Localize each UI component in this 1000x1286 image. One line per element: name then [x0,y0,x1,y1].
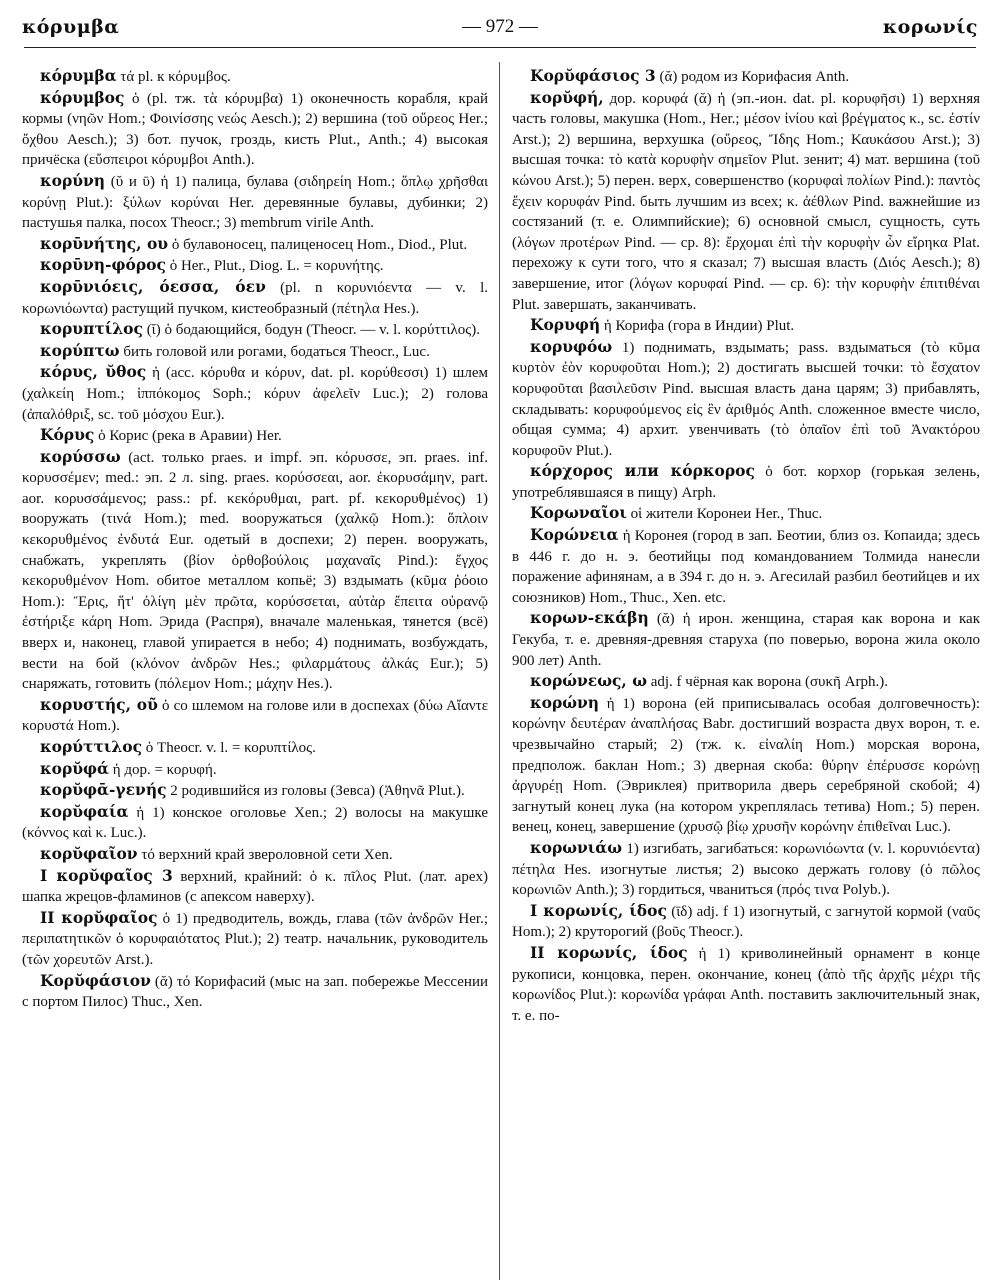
entry-definition: 1) поднимать, вздымать; pass. вздыматься (τὸ κῦμα κυρτὸν ἐὸν κορυφοῦται Hom.); 2) достигать высшей точки: τὸ ἔσχατον κορυφοῦται βασιλεῦσιν Pind. высшая власть дана царям; 3) прибавлять, складывать: κορυφούμενος εἰς ἓν ἀριθμός Anth. сложенное вместе число, общая сумма; 4) архит. увенчивать (τὸ ὀπαῖον ἐπὶ τοῦ Ἀνακτόρου κορυφοῦν Plut.). [512,339,980,459]
entry-definition: дор. κορυφά (ᾰ) ἡ (эп.-ион. dat. pl. κορυφῆσι) 1) верхняя часть головы, макушка (Hom., Her.; μέσον ἰνίου καὶ βρέγματος κ., sc. ἐστίν Arst.); 2) вершина, верхушка (οὔρεος, Ἴδης Hom.; Καυκάσου Arst.); 3) высшая точка: τὸ κατὰ κορυφὴν σημεῖον Plut. зенит; 4) мат. вершина (τοῦ κώνου Arst.); 5) перен. верх, совершенство (κορυφαὶ πολίων Pind.): παντὸς ἔχειν κορυφάν Pind. быть лучшим из всех; κ. ἀέθλων Pind. важнейшие из состязаний (т. е. Олимпийские); 6) основной смысл, сущность, суть (λόγων προτέρων Pind. — ср. 8): ἔρχομαι ἐπὶ τὴν κορυφὴν ὧν εἴρηκα Plat. перехожу к сути того, что я сказал; 7) высшая власть (Διός Aesch.); 8) завершение, итог (λόγων κορυφαί Pind. — ср. 6): τὴν κορυφὴν ἐπιτιθέναι Plut. завершать, заканчивать. [512,90,980,313]
entry-headword: κορυπτίλος [40,319,143,339]
entry-definition: ἡ дор. = κορυφή. [108,761,217,778]
entry-definition: ἡ 1) криволинейный орнамент в конце рукописи, концовка, перен. окончание, конец (ἀπὸ τῆς ἀρχῆς μέχρι τῆς κορωνίδος Plut.): κορωνίδα γράφαι Anth. поставить заключительный знак, т. е. по- [512,945,980,1024]
entry-definition: ὁ (pl. тж. τὰ κόρυμβα) 1) оконечность корабля, край кормы (νηῶν Hom.; Φοινίσσης νεώς Aesch.); 2) вершина (τοῦ οὔρεος Her.; ὄχθου Aesch.); 3) бот. пучок, гроздь, кисть Plut., Anth.; 4) высокая причёска (εὔσπειροι κόρυμβοι Anth.). [22,90,488,169]
dictionary-entry [22,255,488,277]
dictionary-entry [22,737,488,759]
header-rule [24,47,976,48]
entry-headword: κόρυμβα [40,66,117,85]
entry-definition: ὁ бот. корхор (горькая зелень, употреблявшаяся в пищу) Arph. [512,464,980,501]
dictionary-entry [22,866,488,908]
entry-headword: Κορώνεια [530,525,619,545]
dictionary-entry [512,608,980,671]
dictionary-entry [22,447,488,695]
entry-definition: бить головой или рогами, бодаться Theocr., Luc. [119,343,430,360]
entry-headword: κόρυς, ῠθος [40,362,147,382]
header-right-word: κορωνίς [882,16,978,38]
entry-definition: ὁ Theocr. v. l. = κορυπτίλος. [142,740,316,756]
entry-definition: (ῑδ) adj. f 1) изогнутый, с загнутой кормой (ναῦς Hom.); 2) круторогий (βοῦς Theocr.). [512,903,980,941]
entry-definition: (ᾰ) ἡ ирон. женщина, старая как ворона и как Гекуба, т. е. древняя-древняя старуха (по поверью, ворона жила около 900 лет) Anth. [512,611,980,669]
entry-headword: κορῡνιόεις, όεσσα, όεν [40,276,266,296]
entry-headword: κορωνιάω [530,837,622,857]
dictionary-entry [512,943,980,1026]
entry-definition: 1) изгибать, загибаться: κορωνιόωντα (v. l. κορυνιόεντα) πέτηλα Hes. изогнутые листья; 2) высоко держать голову (ὁ πῶλος κορωνιῶν Anth.); 3) гордиться, чваниться (πρός τινα Polyb.). [512,840,980,899]
entry-headword: κορῡνήτης, ου [40,233,169,253]
entry-headword: κορῠφή, [530,87,604,107]
entry-headword: κορῠφά [40,758,109,778]
entry-headword: II κορωνίς, ίδος [530,942,688,962]
dictionary-entry [22,971,488,1013]
entry-definition: adj. f чёрная как ворона (συκῆ Arph.). [646,674,888,691]
dictionary-entry [512,315,980,337]
dictionary-entry [22,341,488,363]
entry-headword: κορώνεως, ω [530,671,647,691]
entry-definition: ἡ 1) ворона (ей приписывалась особая долговечность): κορώνην δευτέραν ἀναπλήσας Babr. достигший возраста двух ворон, т. е. чрезвычайно старый; 2) (тж. κ. εἰναλίη Hom.) морская ворона, предполож. баклан Hom.; 3) дверная скоба: θύρην ἐπέρυσσε κορώνῃ ἀργυρέῃ Hom. (Эвриклея) притворила дверь серебряной скобой; 4) загнутый конец лука (на котором укреплялась тетива) Hom.; 5) перен. венец, конец, завершение (χρυσῷ βίῳ χρυσῆν κορώνην ἐπιθεῖναι Luc.). [512,695,980,836]
dictionary-entry [22,844,488,866]
dictionary-entry [22,277,488,319]
entry-definition: ἡ Корифа (гора в Индии) Plut. [600,318,795,335]
dictionary-entry [512,525,980,608]
entry-headword: κόρχορος или κόρκορος [530,461,755,481]
entry-headword: κορύνη [40,170,106,190]
entry-definition: (pl. n κορυνιόεντα — v. l. κορωνιόωντα) растущий пучком, кистеобразный (πέτηλα Hes.). [22,279,488,317]
dictionary-entry [22,234,488,256]
entry-definition: τά pl. к κόρυμβος. [116,69,231,85]
entry-definition: (act. только praes. и impf. эп. κόρυσσε, эп. praes. inf. κορυσσέμεν; med.: эп. 2 л. sing. praes. κορύσσεαι, aor. ἐκορυσάμην, part. aor. κορυσσάμενος; pass.: pf. κεκόρυθμαι, part. pf. κεκορυθμένος) 1) вооружать (τινά Hom.); med. вооружаться (χαλκῷ Hom.): ὅπλοιν κεκορυθμένος ἐνδυτά Eur. одетый в доспехи; 2) перен. вооружать, снабжать, укреплять (βίον ὀρθοβούλοις μαχαναῖς Pind.): ἔγχος κεκορυθμένον Hom. обитое металлом копьё; 3) вздымать (κῦμα ῥόοιο Hom.): Ἔρις, ἥτ' ὀλίγη μὲν πρῶτα, κορύσσεται, αὐτὰρ ἔπειτα οὐρανῷ ἐστήριξε κάρη Hom. Эрида (Распря), вначале маленькая, тянется (всё) вверх и, наконец, главой упирается в небо; 4) поднимать, возбуждать, вести на бой (κλόνον ἀνδρῶν Hes.; φιλαρμάτους ἀλκάς Eur.); 5) снаряжать, готовить (πόλεμον Hom.; μάχην Hes.). [22,449,488,693]
entry-headword: κορων-εκάβη [530,608,649,628]
entry-headword: κορυφόω [530,336,613,356]
entry-definition: ἡ 1) конское оголовье Xen.; 2) волосы на макушке (κόννος καὶ κ. Luc.). [22,804,488,842]
entry-headword: Κορωναῖοι [530,503,627,523]
dictionary-entry [22,908,488,971]
dictionary-entry [512,88,980,316]
entry-definition: верхний, крайний: ὁ κ. πῖλος Plut. (лат. apex) шапка жрецов-фламинов (с апексом наверху). [22,868,488,906]
entry-headword: I κορῠφαῖος 3 [40,865,173,885]
entry-definition: ἡ (acc. κόρυθα и κόρυν, dat. pl. κορύθεσσι) 1) шлем (χαλκείη Hom.; ἱππόκομος Soph.; κόρυν ἀφελεῖν Luc.); 2) голова (ἀπαλόθριξ, sc. τοῦ μόσχου Eur.). [22,365,488,423]
entry-definition: (ᾰ) τό Корифасий (мыс на зап. побережье Мессении с портом Пилос) Thuc., Xen. [22,973,488,1011]
entry-headword: κορῠφαῖον [40,843,138,863]
right-column [512,66,980,1026]
entry-headword: II κορῠφαῖος [40,907,158,927]
entry-headword: κορυστής, οῦ [40,694,158,714]
entry-headword: Κορῠφάσιον [40,970,151,990]
dictionary-entry [512,503,980,525]
entry-headword: κορύσσω [40,446,121,466]
entry-headword: I κορωνίς, ίδος [530,900,667,920]
entry-headword: Κόρυς [40,425,95,445]
entry-definition: ὁ 1) предводитель, вождь, глава (τῶν ἀνδρῶν Her.; περιπατητικῶν ὁ κορυφαιότατος Plut.); 2) театр. начальник, руководитель (τῶν χορευτῶν Arst.). [22,910,488,968]
entry-definition: ἡ Коронея (город в зап. Беотии, близ оз. Копаида; здесь в 446 г. до н. э. беотийцы под командованием Толмида нанесли поражение афинянам, а в 394 г. до н. э. Агесилай разбил беотийцев и их союзников) Hom., Thuc., Xen. etc. [512,528,980,606]
entry-headword: κορύπτω [40,340,120,360]
dictionary-entry [22,171,488,234]
entry-headword: κόρυμβος [40,87,125,107]
dictionary-entry [512,461,980,503]
entry-headword: κορῡνη-φόρος [40,255,166,275]
dictionary-entry [512,901,980,943]
dictionary-entry [22,88,488,171]
dictionary-entry [22,802,488,844]
entry-definition: ὁ со шлемом на голове или в доспехах (δύω Αἴαντε κορυστά Hom.). [22,697,489,735]
column-separator [499,62,500,1280]
dictionary-entry [22,780,488,802]
dictionary-entry [512,66,980,88]
entry-headword: κορῠφαία [40,801,129,821]
dictionary-entry [512,838,980,901]
entry-definition: ὁ булавоносец, палиценосец Hom., Diod., Plut. [168,236,468,253]
left-column [22,66,488,1013]
header-left-word: κόρυμβα [22,16,120,38]
page-number: — 972 — [462,16,538,37]
entry-headword: Κορυφή [530,315,601,335]
dictionary-entry [22,695,488,737]
entry-definition: ὁ Her., Plut., Diog. L. = κορυνήτης. [165,258,384,275]
entry-headword: Κορῠφάσιος 3 [530,66,656,85]
entry-headword: κορύττιλος [40,737,143,756]
entry-definition: 2 родившийся из головы (Зевса) (Ἀθηνᾶ Plut.). [166,783,465,800]
dictionary-entry [22,362,488,425]
entry-headword: κορώνη [530,692,600,712]
dictionary-entry [512,693,980,838]
entry-definition: (ῠ и ῡ) ἡ 1) палица, булава (σιδηρείη Hom.; ὅπλῳ χρῆσθαι κορύνῃ Plut.): ξύλων κορύναι Her. деревянные булавы, дубинки; 2) пастушья палка, посох Theocr.; 3) membrum virile Anth. [22,173,488,232]
entry-definition: (ῐ) ὁ бодающийся, бодун (Theocr. — v. l. κορύττιλος). [142,322,480,339]
dictionary-entry [512,671,980,693]
entry-definition: οἱ жители Коронеи Her., Thuc. [626,506,823,523]
dictionary-entry [22,425,488,447]
dictionary-entry [22,759,488,781]
entry-definition: τό верхний край звероловной сети Xen. [137,846,393,863]
dictionary-entry [22,319,488,341]
dictionary-entry [512,337,980,462]
entry-definition: (ᾰ) родом из Корифасия Anth. [655,69,850,85]
entry-headword: κορῠφᾱ-γενής [40,780,167,800]
dictionary-entry [22,66,488,88]
entry-definition: ὁ Корис (река в Аравии) Her. [94,428,282,445]
running-header [22,10,978,44]
